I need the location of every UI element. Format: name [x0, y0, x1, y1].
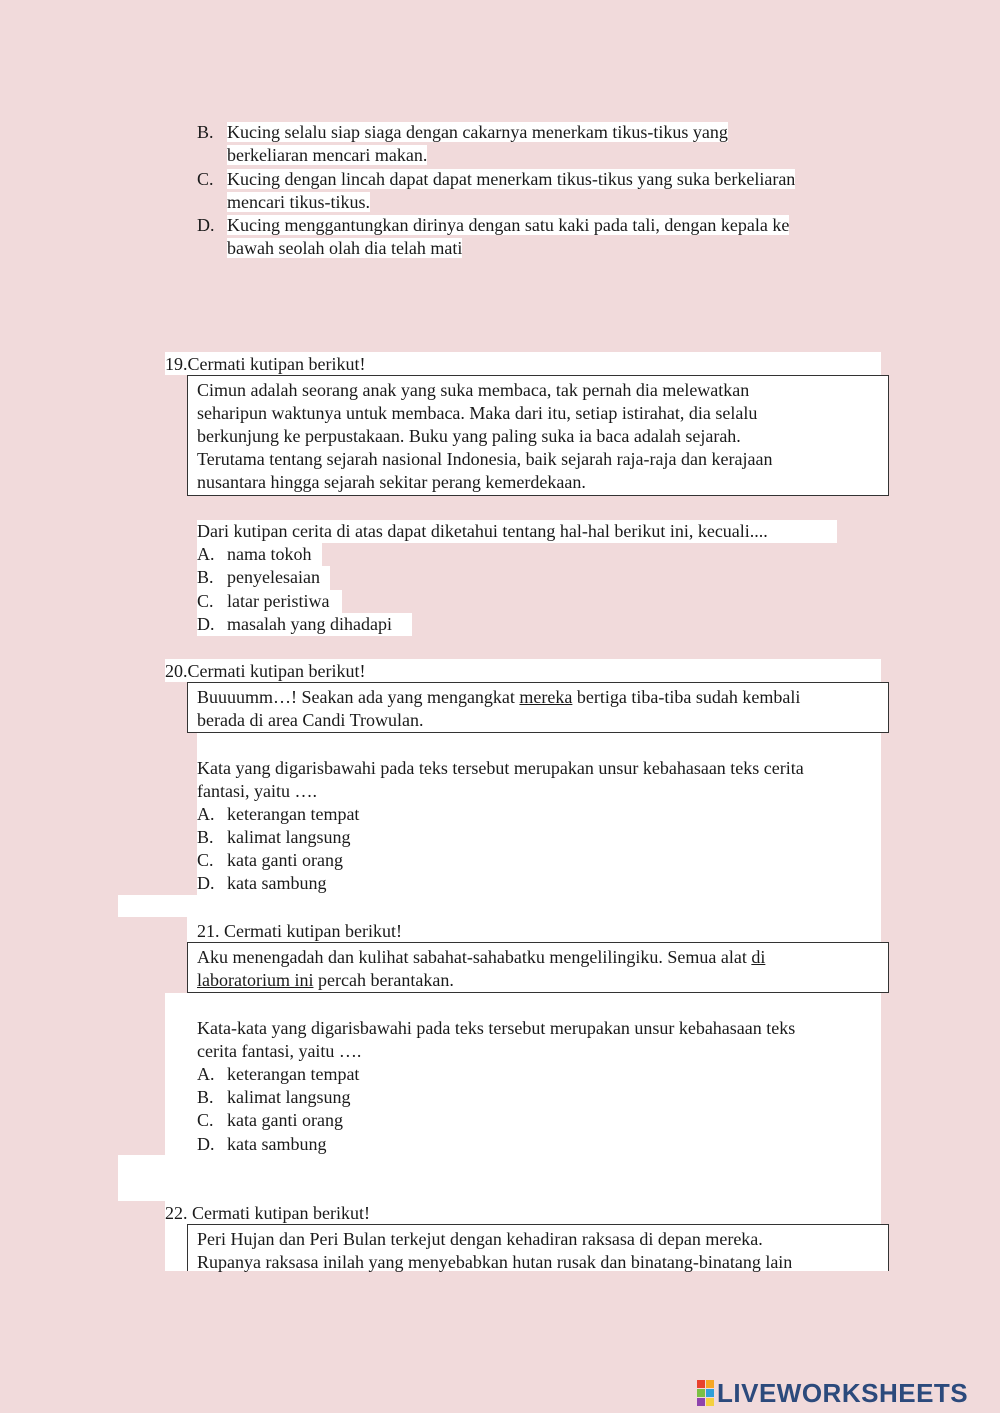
q22-quote-line: Rupanya raksasa inilah yang menyebabkan hutan rusak dan binatang-binatang lain [197, 1252, 793, 1272]
q20-option-b: B. kalimat langsung [197, 827, 351, 847]
q21-quote-box [187, 942, 889, 993]
q21-option-b: B. kalimat langsung [197, 1087, 351, 1107]
q19-option-c: C. latar peristiwa [197, 591, 330, 611]
q20-quote-line: berada di area Candi Trowulan. [197, 710, 424, 730]
q22-quote-line: Peri Hujan dan Peri Bulan terkejut dengan kehadiran raksasa di depan mereka. [197, 1229, 763, 1249]
q20-option-c: C. kata ganti orang [197, 850, 343, 870]
q21-quote-line: Aku menengadah dan kulihat sabahat-sahabatku mengelilingiku. Semua alat di [197, 947, 766, 967]
q22-quote-box [187, 1224, 889, 1271]
q21-quote-line: laboratorium ini percah berantakan. [197, 970, 454, 990]
q21-underlined-word: di [751, 947, 766, 967]
q20-question-line: Kata yang digarisbawahi pada teks tersebut merupakan unsur kebahasaan teks cerita [197, 758, 804, 778]
q21-heading: 21. Cermati kutipan berikut! [197, 921, 402, 941]
q21-question-line: cerita fantasi, yaitu …. [197, 1041, 362, 1061]
q21-option-a: A. keterangan tempat [197, 1064, 360, 1084]
q18-option-c-cont: mencari tikus-tikus. [227, 192, 370, 212]
q21-option-d: D. kata sambung [197, 1134, 327, 1154]
q18-option-d-cont: bawah seolah olah dia telah mati [227, 238, 463, 258]
q19-quote-box [187, 375, 889, 496]
q18-option-b: B. Kucing selalu siap siaga dengan cakarnya menerkam tikus-tikus yang [197, 122, 728, 142]
q20-quote-box [187, 682, 889, 733]
q19-option-b: B. penyelesaian [197, 567, 320, 587]
q21-option-c: C. kata ganti orang [197, 1110, 343, 1130]
white-strip [118, 895, 881, 917]
q19-question: Dari kutipan cerita di atas dapat diketahui tentang hal-hal berikut ini, kecuali.... [197, 521, 768, 541]
q19-option-a: A. nama tokoh [197, 544, 312, 564]
q19-quote-line: Cimun adalah seorang anak yang suka membaca, tak pernah dia melewatkan [197, 380, 750, 400]
liveworksheets-logo [697, 1378, 968, 1408]
q22-heading: 22. Cermati kutipan berikut! [165, 1203, 370, 1223]
white-strip [118, 1155, 881, 1201]
q20-option-a: A. keterangan tempat [197, 804, 360, 824]
q20-underlined-word: mereka [519, 687, 573, 707]
q19-quote-line: nusantara hingga sejarah sekitar perang kemerdekaan. [197, 472, 586, 492]
q18-option-b-cont: berkeliaran mencari makan. [227, 145, 428, 165]
liveworksheets-logo-icon [697, 1380, 714, 1406]
q18-option-c: C. Kucing dengan lincah dapat dapat menerkam tikus-tikus yang suka berkeliaran [197, 169, 796, 189]
q20-question-line: fantasi, yaitu …. [197, 781, 317, 801]
q20-heading: 20.Cermati kutipan berikut! [165, 661, 366, 681]
q21-underlined-phrase: laboratorium ini [197, 970, 314, 990]
q21-question-line: Kata-kata yang digarisbawahi pada teks tersebut merupakan unsur kebahasaan teks [197, 1018, 796, 1038]
q19-option-d: D. masalah yang dihadapi [197, 614, 392, 634]
q19-quote-line: seharipun waktunya untuk membaca. Maka dari itu, setiap istirahat, dia selalu [197, 403, 758, 423]
logo-text: LIVEWORKSHEETS [717, 1377, 969, 1408]
q19-quote-line: Terutama tentang sejarah nasional Indonesia, baik sejarah raja-raja dan kerajaan [197, 449, 773, 469]
q20-option-d: D. kata sambung [197, 873, 327, 893]
q19-quote-line: berkunjung ke perpustakaan. Buku yang paling suka ia baca adalah sejarah. [197, 426, 741, 446]
q19-heading: 19.Cermati kutipan berikut! [165, 354, 366, 374]
q18-option-d: D. Kucing menggantungkan dirinya dengan satu kaki pada tali, dengan kepala ke [197, 215, 790, 235]
q20-quote-line: Buuuumm…! Seakan ada yang mengangkat mereka bertiga tiba-tiba sudah kembali [197, 687, 801, 707]
